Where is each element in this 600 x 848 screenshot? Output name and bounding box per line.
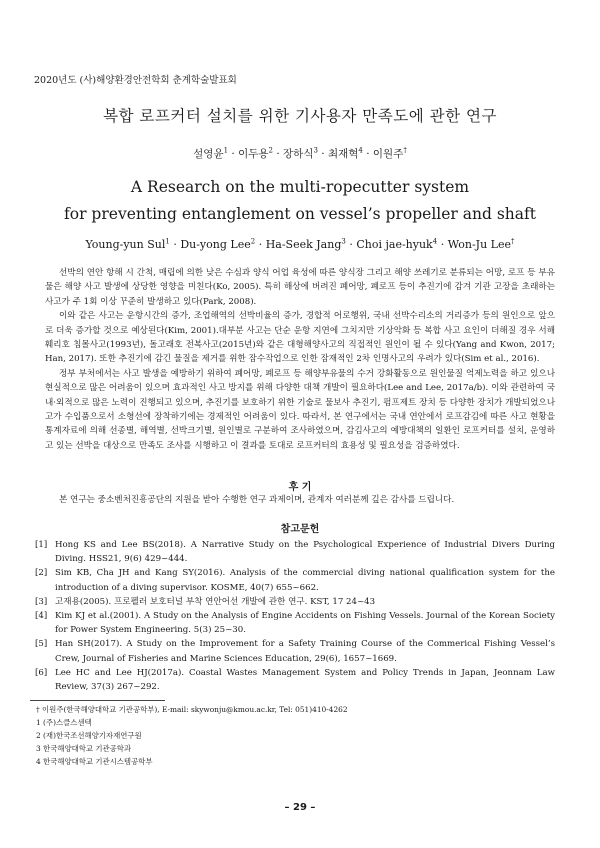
separator: · (349, 238, 353, 251)
author-ko-1: 설영윤 (193, 148, 224, 160)
reference-text: Sim KB, Cha JH and Kang SY(2016). Analysis of the commercial diving national qualification system for the introduction of a diving supervisor. KOSME, 40(7) 655~662. (55, 568, 555, 593)
footnote-affiliation: 2 (재)한국조선해양기자재연구원 (36, 731, 142, 740)
author-mark: 3 (341, 237, 346, 246)
author-mark: 2 (250, 237, 256, 246)
footnote-affiliation: 4 한국해양대학교 기관시스템공학부 (36, 757, 153, 766)
reference-text: Han SH(2017). A Study on the Improvement for a Safety Training Course of the Commerical Fishing Vessel’s Crew, Journal of Fisheries and Marine Sciences Education, 29(6), 1657~1669. (55, 639, 555, 664)
references-list (35, 538, 555, 694)
separator: · (366, 148, 370, 160)
footnotes (36, 703, 556, 768)
author-mark: 4 (432, 237, 438, 246)
english-title-line-1: A Research on the multi-ropecutter system (130, 178, 470, 196)
english-title-line-2: for preventing entanglement on vessel’s propeller and shaft (64, 205, 536, 223)
reference-item (35, 538, 555, 566)
author-mark: † (511, 237, 515, 246)
author-mark: 4 (358, 146, 363, 155)
footnote-affiliation: 3 한국해양대학교 기관공학과 (36, 744, 132, 753)
author-mark: † (403, 146, 407, 155)
body-text (45, 266, 555, 453)
footnote-corresponding: † 이원주(한국해양대학교 기관공학부), E-mail: skywonju@kmou.ac.kr, Tel: 051)410-4262 (36, 705, 348, 714)
separator: · (173, 238, 177, 251)
english-authors (0, 238, 600, 251)
author-ko-2: 이두용 (238, 148, 269, 160)
conference-header: 2020년도 (사)해양환경안전학회 춘계학술발표회 (34, 75, 237, 86)
reference-text: Lee HC and Lee HJ(2017a). Coastal Wastes Management System and Policy Trends in Japan, Jeonnam Law Review, 37(3) 267~292. (55, 667, 555, 693)
english-title (0, 174, 600, 228)
author-ko-5: 이원주 (372, 148, 404, 160)
reference-number: [3] (35, 596, 48, 607)
references-heading: 참고문헌 (280, 524, 320, 535)
author-en-3: Ha-Seek Jang (265, 238, 342, 251)
body-paragraph-2: 이와 같은 사고는 운항시간의 증가, 조업해역의 선박비율의 증가, 경합적 어로행위, 국내 선박수리소의 거리증가 등의 원인으로 앞으로 더욱 증가할 것으로 예상된다(Kim, 2001).대부분 사고는 단순 운항 지연에 그치지만 기상악화 등 복합 사고 요인이 더해질 경우 서해훼리호 침몰사고(1993년), 돌고래호 전복사고(2015년)와 같은 대형해양사고의 직접적인 원인이 될 수 있다(Yang and Kwon, 2017; Han, 2017). 또한 추진기에 감긴 물질을 제거를 위한 잠수작업으로 인한 잠재적인 2차 인명사고의 우려가 있다(Sim et al., 2016). (45, 311, 555, 365)
author-ko-4: 최재혁 (327, 148, 359, 160)
body-paragraph-3: 정부 부처에서는 사고 발생을 예방하기 위하여 폐어망, 폐로프 등 해양부유물의 수거 강화활동으로 원인물질 억제노력을 하고 있으나 현실적으로 많은 어려움이 있으며 효과적인 사고 방지를 위해 다양한 대책 개발이 필요하다(Lee and Lee, 2017a/b). 이와 관련하여 국내·외적으로 많은 노력이 진행되고 있으며, 추진기를 보호하기 위한 기술로 물보사 추진기, 펌프제트 장치 등 다양한 장치가 개발되었으나 고가 수입품으로서 소형선에 장착하기에는 경제적인 어려움이 있다. 따라서, 본 연구에서는 국내 연안에서 로프감김에 따른 사고 현황을 통계자료에 의해 선종별, 해역별, 선박크기별, 원인별로 구분하여 조사하였으며, 감김사고의 예방대책의 일환인 로프커터를 설치, 운영하고 있는 선박을 대상으로 만족도 조사를 시행하고 이 결과를 토대로 로프커터의 효용성 및 필요성을 검증하였다. (45, 368, 555, 451)
separator: · (231, 148, 235, 160)
reference-text: Kim KJ et al.(2001). A Study on the Analysis of Engine Accidents on Fishing Vessels. Journal of the Korean Society for Power System Engineering. 5(3) 25~30. (55, 611, 555, 636)
author-en-5: Won-Ju Lee (447, 238, 512, 251)
author-mark: 2 (268, 146, 273, 155)
reference-item (35, 566, 555, 594)
reference-number: [4] (35, 611, 48, 622)
reference-item (35, 609, 555, 637)
reference-number: [2] (35, 568, 48, 579)
footnote-divider (30, 700, 165, 701)
reference-text: 고재용(2005). 프로펠러 보호터널 부착 연안어선 개발에 관한 연구. KST, 17 24~43 (55, 596, 376, 607)
reference-item (35, 637, 555, 665)
reference-number: [6] (35, 667, 48, 678)
reference-item (35, 666, 555, 694)
reference-number: [5] (35, 639, 48, 650)
footnote-affiliation: 1 (주)스클스센텍 (36, 718, 92, 727)
reference-number: [1] (35, 540, 48, 550)
author-mark: 3 (313, 146, 318, 155)
page-number: – 29 – (284, 802, 316, 813)
reference-item (35, 595, 555, 609)
author-en-4: Choi jae-hyuk (356, 238, 433, 251)
author-mark: 1 (223, 146, 229, 155)
body-paragraph-1: 선박의 연안 항해 시 간척, 매립에 의한 낮은 수심과 양식 어업 육성에 따른 양식장 그리고 해양 쓰레기로 분류되는 어망, 로프 등 부유물은 해양 사고 발생에 상당한 영향을 미친다(Ko, 2005). 특히 해상에 버려진 폐어망, 폐로프 등이 추진기에 감겨 기관 고장을 초래하는 사고가 주 1회 이상 꾸준히 발생하고 있다(Park, 2008). (45, 268, 555, 307)
author-en-1: Young-yun Sul (85, 238, 166, 251)
author-mark: 1 (165, 237, 170, 246)
korean-authors (0, 146, 600, 161)
separator: · (440, 238, 445, 251)
acknowledgement-heading: 후 기 (288, 482, 312, 493)
separator: · (258, 238, 263, 251)
author-en-2: Du-yong Lee (180, 238, 251, 251)
author-ko-3: 장하식 (283, 148, 314, 160)
separator: · (276, 148, 280, 160)
separator: · (321, 148, 325, 160)
acknowledgement-text: 본 연구는 중소벤처진흥공단의 지원을 받아 수행한 연구 과제이며, 관계자 여러분께 깊은 감사를 드립니다. (59, 495, 455, 505)
korean-title: 복합 로프커터 설치를 위한 기사용자 만족도에 관한 연구 (103, 107, 497, 125)
reference-text: Hong KS and Lee BS(2018). A Narrative Study on the Psychological Experience of Industrial Divers During Diving. HSS21, 9(6) 429~444. (55, 540, 555, 565)
